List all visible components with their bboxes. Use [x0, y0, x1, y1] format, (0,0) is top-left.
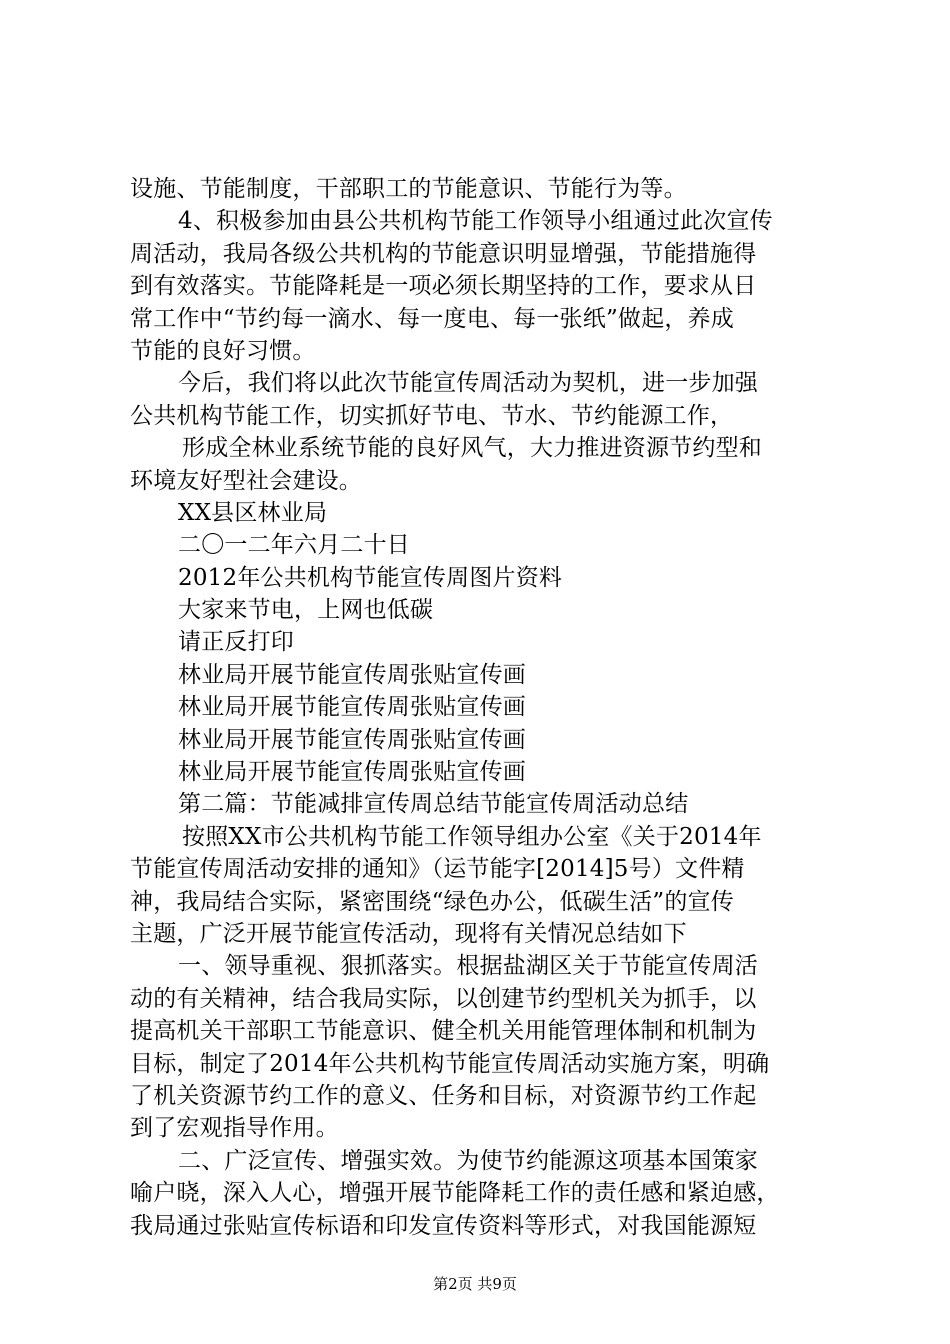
- document-line: 一、领导重视、狠抓落实。根据盐湖区关于节能宣传周活: [178, 953, 758, 980]
- document-line: 请正反打印: [178, 629, 294, 656]
- document-line: 环境友好型社会建设。: [130, 467, 362, 494]
- document-line: 二、广泛宣传、增强实效。为使节约能源这项基本国策家: [178, 1147, 758, 1174]
- document-line: 到了宏观指导作用。: [130, 1115, 339, 1142]
- document-line: 林业局开展节能宣传周张贴宣传画: [178, 759, 526, 786]
- document-line: 到有效落实。节能降耗是一项必须长期坚持的工作，要求从日: [130, 273, 757, 300]
- document-line: 节能宣传周活动安排的通知》（运节能字[2014]5号）文件精: [130, 856, 745, 883]
- page-number: 第2页 共9页: [433, 1275, 517, 1293]
- document-line: 二〇一二年六月二十日: [178, 532, 410, 559]
- document-line: 设施、节能制度，干部职工的节能意识、节能行为等。: [130, 176, 687, 202]
- document-line: 林业局开展节能宣传周张贴宣传画: [178, 661, 526, 688]
- document-line: 常工作中“节约每一滴水、每一度电、每一张纸”做起，养成: [130, 305, 734, 332]
- document-line: 目标，制定了2014年公共机构节能宣传周活动实施方案，明确: [130, 1050, 770, 1077]
- document-line: 林业局开展节能宣传周张贴宣传画: [178, 694, 526, 721]
- document-line: 2012年公共机构节能宣传周图片资料: [178, 564, 563, 591]
- document-line: 动的有关精神，结合我局实际，以创建节约型机关为抓手，以: [130, 985, 757, 1012]
- document-line: 喻户晓，深入人心，增强开展节能降耗工作的责任感和紧迫感，: [130, 1180, 780, 1207]
- document-line: 我局通过张贴宣传标语和印发宣传资料等形式，对我国能源短: [130, 1212, 757, 1239]
- document-line: 了机关资源节约工作的意义、任务和目标，对资源节约工作起: [130, 1082, 757, 1109]
- document-line: 主题，广泛开展节能宣传活动，现将有关情况总结如下: [130, 920, 687, 947]
- document-line: 4、积极参加由县公共机构节能工作领导小组通过此次宣传: [178, 208, 773, 235]
- document-line: 公共机构节能工作，切实抓好节电、节水、节约能源工作，: [130, 402, 734, 429]
- document-line: 今后，我们将以此次节能宣传周活动为契机，进一步加强: [178, 370, 758, 397]
- document-line: 节能的良好习惯。: [130, 337, 316, 364]
- document-line: 形成全林业系统节能的良好风气，大力推进资源节约型和: [182, 435, 762, 462]
- document-line: 林业局开展节能宣传周张贴宣传画: [178, 726, 526, 753]
- document-line: 按照XX市公共机构节能工作领导组办公室《关于2014年: [182, 823, 762, 850]
- document-line: 周活动，我局各级公共机构的节能意识明显增强，节能措施得: [130, 240, 757, 267]
- document-line: 神，我局结合实际，紧密围绕“绿色办公，低碳生活”的宣传: [130, 888, 734, 915]
- document-body: [130, 173, 830, 1242]
- document-line: 第二篇：节能减排宣传周总结节能宣传周活动总结: [178, 791, 689, 818]
- document-line: 提高机关干部职工节能意识、健全机关用能管理体制和机制为: [130, 1018, 757, 1045]
- document-line: XX县区林业局: [178, 499, 328, 526]
- document-line: 大家来节电，上网也低碳: [178, 597, 434, 624]
